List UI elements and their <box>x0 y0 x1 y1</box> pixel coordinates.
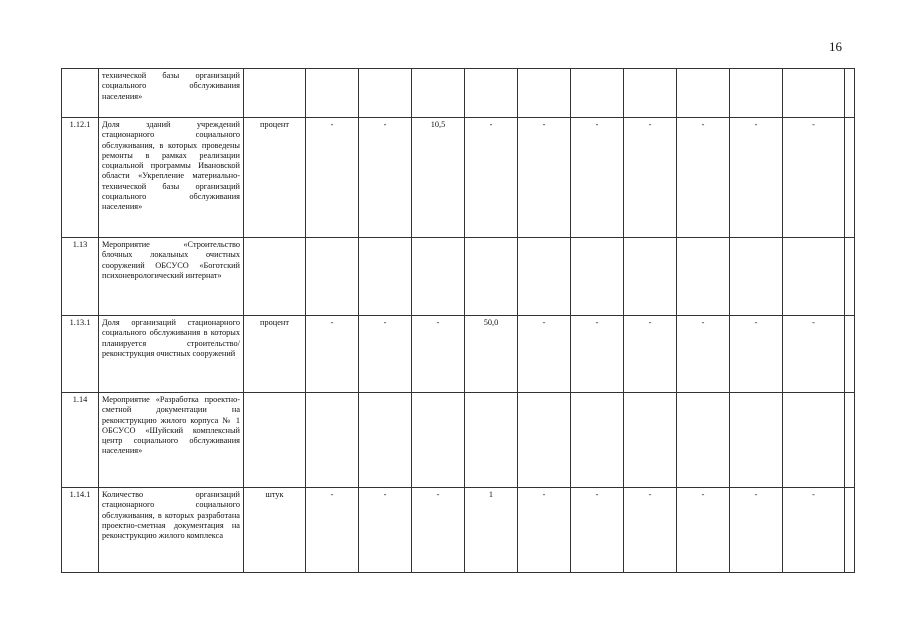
value-cell: - <box>518 118 571 238</box>
value-cell <box>306 238 359 316</box>
value-cell: - <box>359 118 412 238</box>
value-cell <box>730 69 783 118</box>
value-cell: - <box>359 316 412 393</box>
row-unit-cell <box>244 238 306 316</box>
row-description-cell: Мероприятие «Разработка проектно-сметной документации на реконструкцию жилого корпуса № 1 ОБСУСО «Шуйский комплексный центр социального обслуживания населения» <box>99 393 244 488</box>
value-cell <box>845 238 855 316</box>
row-unit-cell <box>244 393 306 488</box>
value-cell: - <box>783 488 845 573</box>
value-cell: - <box>465 118 518 238</box>
value-cell: - <box>412 316 465 393</box>
value-cell <box>412 238 465 316</box>
value-cell: - <box>359 488 412 573</box>
value-cell: - <box>306 118 359 238</box>
value-cell <box>518 393 571 488</box>
value-cell: - <box>306 488 359 573</box>
value-cell <box>465 69 518 118</box>
value-cell <box>845 316 855 393</box>
value-cell: - <box>571 316 624 393</box>
table-row <box>62 488 855 573</box>
value-cell: 10,5 <box>412 118 465 238</box>
value-cell <box>677 69 730 118</box>
value-cell <box>359 69 412 118</box>
value-cell <box>518 69 571 118</box>
table-body <box>62 69 855 573</box>
value-cell: - <box>783 316 845 393</box>
value-cell <box>783 69 845 118</box>
value-cell <box>845 393 855 488</box>
table-row <box>62 393 855 488</box>
value-cell: - <box>783 118 845 238</box>
value-cell <box>571 238 624 316</box>
value-cell <box>359 238 412 316</box>
value-cell <box>465 393 518 488</box>
table-row <box>62 69 855 118</box>
table-row <box>62 238 855 316</box>
value-cell: - <box>677 316 730 393</box>
value-cell <box>412 69 465 118</box>
value-cell <box>412 393 465 488</box>
value-cell <box>306 69 359 118</box>
value-cell <box>677 238 730 316</box>
value-cell: - <box>518 488 571 573</box>
value-cell <box>845 118 855 238</box>
value-cell <box>306 393 359 488</box>
row-number-cell <box>62 69 99 118</box>
value-cell: - <box>730 488 783 573</box>
value-cell <box>730 238 783 316</box>
value-cell: - <box>730 316 783 393</box>
value-cell <box>845 69 855 118</box>
value-cell <box>677 393 730 488</box>
value-cell <box>518 238 571 316</box>
indicators-table <box>61 68 855 573</box>
value-cell <box>624 393 677 488</box>
row-description-cell: Количество организаций стационарного социального обслуживания, в которых разработана проектно-сметная документация на реконструкцию жилого комплекса <box>99 488 244 573</box>
row-number-cell: 1.13.1 <box>62 316 99 393</box>
value-cell: - <box>677 118 730 238</box>
value-cell <box>359 393 412 488</box>
page-number: 16 <box>829 39 842 54</box>
row-description-cell: Доля зданий учреждений стационарного социального обслуживания, в которых проведены ремонты в рамках реализации социальной программы Ивановской области «Укрепление материально-технической базы организаций социального обслуживания населения» <box>99 118 244 238</box>
value-cell: - <box>677 488 730 573</box>
value-cell <box>571 69 624 118</box>
value-cell: - <box>624 316 677 393</box>
table-row <box>62 118 855 238</box>
value-cell <box>465 238 518 316</box>
value-cell: - <box>306 316 359 393</box>
row-number-cell: 1.14 <box>62 393 99 488</box>
row-description-cell: Доля организаций стационарного социального обслуживания в которых планируется строительство/реконструкция очистных сооружений <box>99 316 244 393</box>
value-cell <box>624 238 677 316</box>
row-unit-cell: процент <box>244 118 306 238</box>
value-cell: 1 <box>465 488 518 573</box>
value-cell <box>845 488 855 573</box>
row-description-cell: Мероприятие «Строительство блочных локальных очистных сооружений ОБСУСО «Боготский психоневрологический интернат» <box>99 238 244 316</box>
value-cell: - <box>730 118 783 238</box>
value-cell: - <box>624 488 677 573</box>
value-cell <box>624 69 677 118</box>
value-cell: - <box>518 316 571 393</box>
value-cell <box>783 238 845 316</box>
row-description-cell: технической базы организаций социального обслуживания населения» <box>99 69 244 118</box>
value-cell: - <box>571 118 624 238</box>
value-cell <box>730 393 783 488</box>
value-cell: - <box>571 488 624 573</box>
row-unit-cell <box>244 69 306 118</box>
value-cell <box>783 393 845 488</box>
value-cell <box>571 393 624 488</box>
table-row <box>62 316 855 393</box>
row-unit-cell: процент <box>244 316 306 393</box>
value-cell: - <box>624 118 677 238</box>
row-number-cell: 1.13 <box>62 238 99 316</box>
row-unit-cell: штук <box>244 488 306 573</box>
row-number-cell: 1.14.1 <box>62 488 99 573</box>
row-number-cell: 1.12.1 <box>62 118 99 238</box>
value-cell: 50,0 <box>465 316 518 393</box>
value-cell: - <box>412 488 465 573</box>
